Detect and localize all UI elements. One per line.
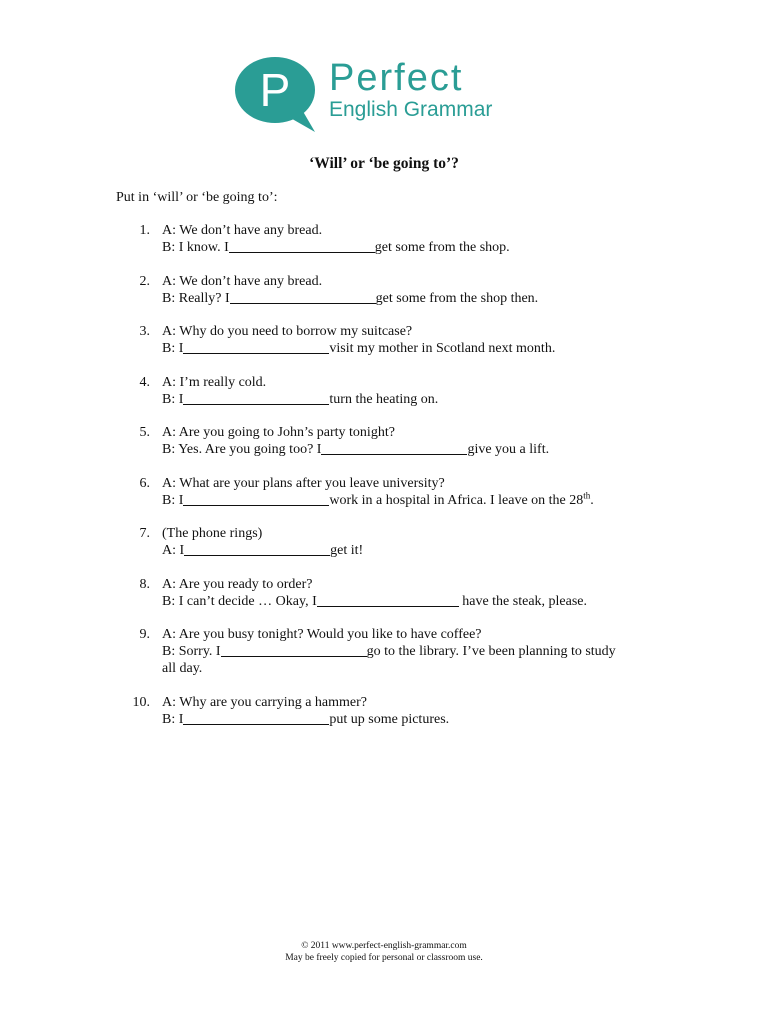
question-item <box>116 475 676 509</box>
question-line-b: B: I visit my mother in Scotland next month. <box>162 341 556 356</box>
question-number: 10. <box>132 694 150 710</box>
answer-blank[interactable] <box>183 340 329 354</box>
answer-blank[interactable] <box>183 391 329 405</box>
brand-name: Perfect <box>329 57 464 99</box>
question-line-b: A: I get it! <box>162 543 364 558</box>
instruction-text: Put in ‘will’ or ‘be going to’: <box>116 190 278 205</box>
question-line-b: B: I know. I get some from the shop. <box>162 240 510 255</box>
answer-blank[interactable] <box>183 492 329 506</box>
question-item <box>116 626 676 677</box>
question-line-a: A: What are your plans after you leave university? <box>162 475 445 491</box>
question-line-a: (The phone rings) <box>162 526 263 541</box>
question-line-a: A: I’m really cold. <box>162 374 267 390</box>
question-line-a: A: We don’t have any bread. <box>162 273 323 289</box>
brand-logo <box>235 56 535 136</box>
question-number: 9. <box>139 627 150 642</box>
answer-blank[interactable] <box>321 441 467 455</box>
question-line-a: A: We don’t have any bread. <box>162 223 323 238</box>
answer-blank[interactable] <box>221 643 367 657</box>
question-item <box>116 576 676 610</box>
question-item <box>116 374 676 408</box>
question-item <box>116 222 676 256</box>
answer-blank[interactable] <box>183 711 329 725</box>
question-line-b: B: Yes. Are you going too? I give you a lift. <box>162 442 550 457</box>
question-number: 4. <box>139 374 150 390</box>
copyright-text: © 2011 www.perfect-english-grammar.com <box>301 941 467 951</box>
question-line-b: B: I work in a hospital in Africa. I leave on the 28th. <box>162 489 594 508</box>
question-number: 6. <box>139 475 150 491</box>
speech-bubble-logo-icon <box>235 56 319 134</box>
question-number: 2. <box>139 273 150 289</box>
question-line-b: B: I can’t decide … Okay, I have the steak, please. <box>162 593 588 609</box>
question-number: 8. <box>139 576 150 592</box>
logo-letter: P <box>259 64 291 116</box>
page-footer <box>0 940 768 964</box>
question-line-a: A: Why do you need to borrow my suitcase? <box>162 324 413 339</box>
question-line-b-continued: all day. <box>162 661 203 676</box>
usage-note: May be freely copied for personal or classroom use. <box>285 953 483 963</box>
brand-subtitle: English Grammar <box>329 98 493 121</box>
question-item <box>116 694 676 728</box>
question-number: 1. <box>139 223 150 238</box>
page-title: ‘Will’ or ‘be going to’? <box>309 155 459 172</box>
question-line-a: A: Are you busy tonight? Would you like to have coffee? <box>162 627 482 642</box>
question-item <box>116 525 676 559</box>
question-number: 3. <box>139 324 150 339</box>
question-item <box>116 323 676 357</box>
question-line-a: A: Are you going to John’s party tonight? <box>162 425 395 440</box>
question-line-b: B: Really? I get some from the shop then. <box>162 290 539 306</box>
question-number: 5. <box>139 425 150 440</box>
answer-blank[interactable] <box>229 239 375 253</box>
answer-blank[interactable] <box>317 593 459 607</box>
question-line-a: A: Why are you carrying a hammer? <box>162 694 367 710</box>
question-item <box>116 273 676 307</box>
answer-blank[interactable] <box>184 542 330 556</box>
question-line-a: A: Are you ready to order? <box>162 576 313 592</box>
question-line-b: B: Sorry. I go to the library. I’ve been planning to study <box>162 644 616 659</box>
question-line-b: B: I turn the heating on. <box>162 391 439 407</box>
question-line-b: B: I put up some pictures. <box>162 711 450 727</box>
question-item <box>116 424 676 458</box>
question-number: 7. <box>139 526 150 541</box>
answer-blank[interactable] <box>230 290 376 304</box>
question-list <box>116 222 676 744</box>
